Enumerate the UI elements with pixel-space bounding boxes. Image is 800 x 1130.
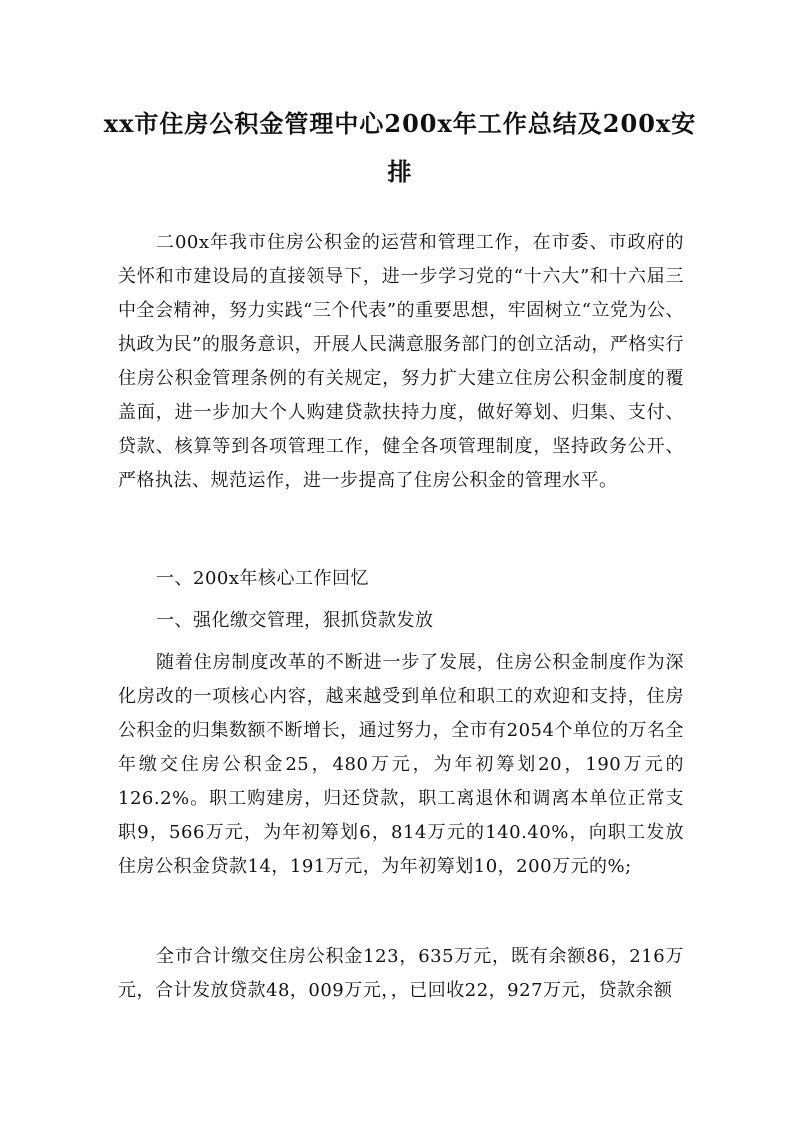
subsection-heading-contribution-loans: 一、强化缴交管理，狠抓贷款发放 [156, 610, 434, 631]
section-heading-core-work: 一、200x年核心工作回忆 [156, 568, 370, 589]
document-title: xx市住房公积金管理中心200x年工作总结及200x安排 [103, 109, 697, 186]
body-paragraph-growth: 随着住房制度改革的不断进一步了发展，住房公积金制度作为深化房改的一项核心内容，越来越受到单位和职工的欢迎和支持，住房公积金的归集数额不断增长，通过努力，全市有2054个单位的万名全年缴交住房公积金25，480万元，为年初筹划20，190万元的126.2%。职工购建房，归还贷款，职工离退休和调离本单位正常支职9，566万元，为年初筹划6，814万元的140.40%，向职工发放住房公积金贷款14，191万元，为年初筹划10，200万元的%; [118, 652, 684, 877]
intro-paragraph: 二00x年我市住房公积金的运营和管理工作，在市委、市政府的关怀和市建设局的直接领导下，进一步学习党的“十六大”和十六届三中全会精神，努力实践“三个代表”的重要思想，牢固树立“立党为公、执政为民”的服务意识，开展人民满意服务部门的创立活动，严格实行住房公积金管理条例的有关规定，努力扩大建立住房公积金制度的覆盖面，进一步加大个人购建贷款扶持力度，做好筹划、归集、支付、贷款、核算等到各项管理工作，健全各项管理制度，坚持政务公开、严格执法、规范运作，进一步提高了住房公积金的管理水平。 [118, 232, 684, 491]
body-paragraph-totals: 全市合计缴交住房公积金123，635万元，既有余额86，216万元，合计发放贷款48，009万元，，已回收22，927万元，贷款余额 [118, 946, 684, 1001]
